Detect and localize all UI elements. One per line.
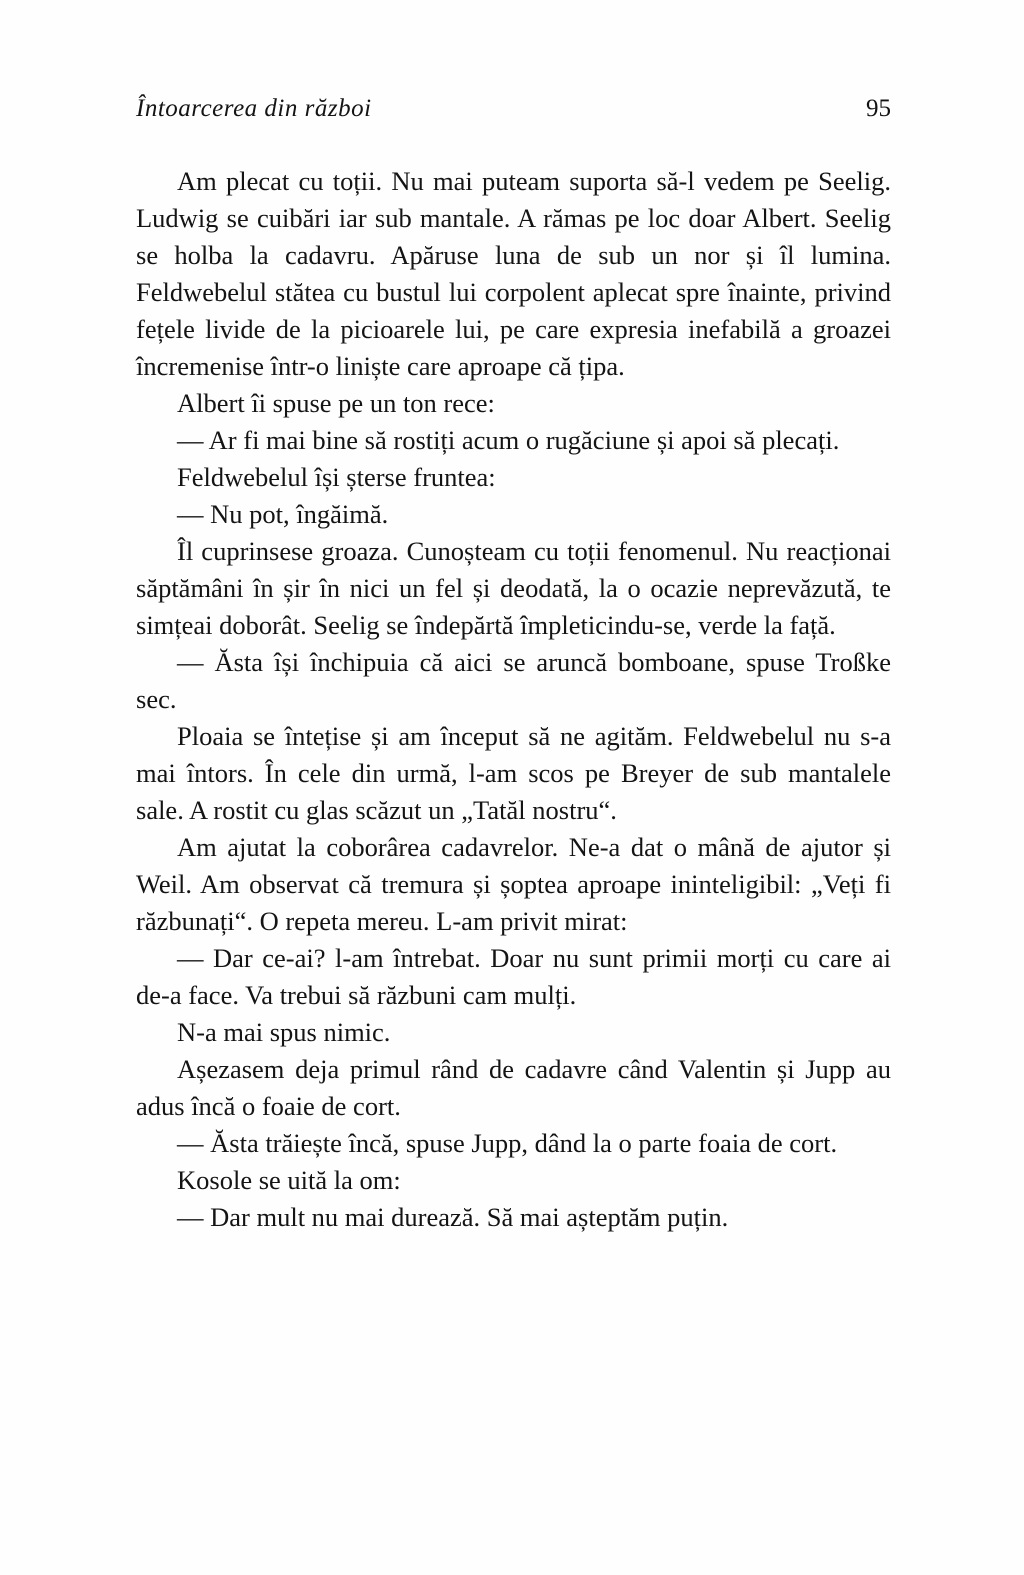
running-head-title: Întoarcerea din război <box>136 95 372 122</box>
paragraph: — Ăsta își închipuia că aici se aruncă bomboane, spuse Troßke sec. <box>136 647 891 714</box>
paragraph: — Dar ce-ai? l-am întrebat. Doar nu sunt primii morți cu care ai de-a face. Va trebui să răzbuni cam mulți. <box>136 943 891 1010</box>
page-number: 95 <box>866 95 891 122</box>
paragraph: Feldwebelul își șterse fruntea: <box>177 462 496 492</box>
running-header <box>136 94 891 124</box>
paragraph: — Ăsta trăiește încă, spuse Jupp, dând la o parte foaia de cort. <box>177 1128 838 1158</box>
paragraph: Așezasem deja primul rând de cadavre când Valentin și Jupp au adus încă o foaie de cort. <box>136 1054 891 1121</box>
paragraph: Am ajutat la coborârea cadavrelor. Ne-a dat o mână de ajutor și Weil. Am observat că tremura și șoptea aproape ininteligibil: „Veți fi răzbunați“. O repeta mereu. L-am privit mirat: <box>136 832 891 936</box>
paragraph: — Dar mult nu mai durează. Să mai așteptăm puțin. <box>177 1202 729 1232</box>
paragraph: Albert îi spuse pe un ton rece: <box>177 388 495 418</box>
paragraph: N-a mai spus nimic. <box>177 1017 391 1047</box>
text-body <box>136 163 891 1236</box>
paragraph: Am plecat cu toții. Nu mai puteam suporta să-l vedem pe Seelig. Ludwig se cuibări iar sub mantale. A rămas pe loc doar Albert. Seelig se holba la cadavru. Apăruse luna de sub un nor și îl lumina. Feldwebelul stătea cu bustul lui corpolent aplecat spre înainte, privind fețele livide de la picioarele lui, pe care expresia inefabilă a groazei încremenise într-o liniște care aproape că țipa. <box>136 166 891 381</box>
paragraph: Kosole se uită la om: <box>177 1165 401 1195</box>
paragraph: Îl cuprinsese groaza. Cunoșteam cu toții fenomenul. Nu reacționai săptămâni în șir în nici un fel și deodată, la o ocazie neprevăzută, te simțeai doborât. Seelig se îndepărtă împleticindu-se, verde la față. <box>136 536 891 640</box>
paragraph: Ploaia se întețise și am început să ne agităm. Feldwebelul nu s-a mai întors. În cele din urmă, l-am scos pe Breyer de sub mantalele sale. A rostit cu glas scăzut un „Tatăl nostru“. <box>136 721 891 825</box>
paragraph: — Ar fi mai bine să rostiți acum o rugăciune și apoi să plecați. <box>177 425 840 455</box>
paragraph: — Nu pot, îngăimă. <box>177 499 389 529</box>
